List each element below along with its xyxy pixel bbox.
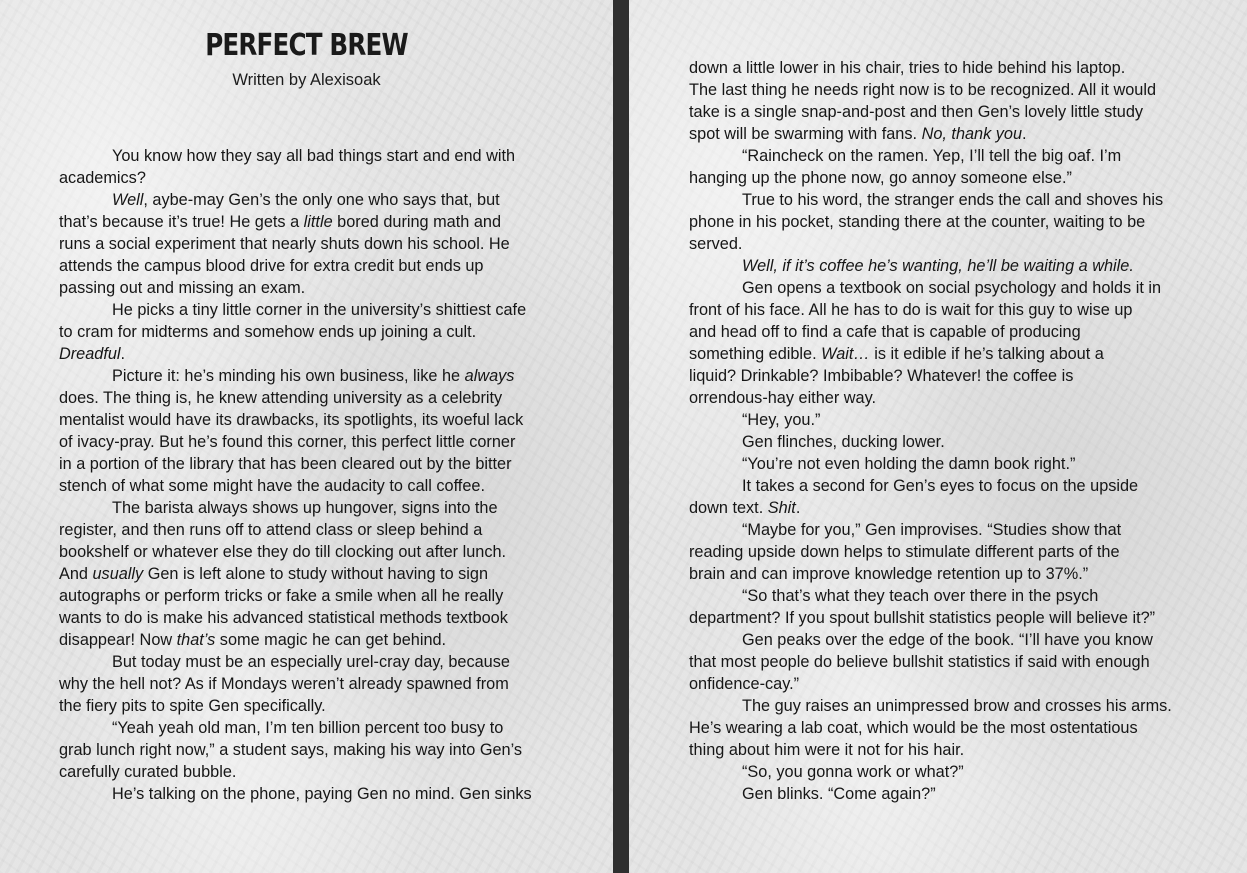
text-run: usually — [92, 565, 144, 583]
paragraph — [59, 783, 559, 805]
text-line — [689, 563, 1194, 585]
text-run: No, thank you — [921, 125, 1023, 143]
text-line — [689, 651, 1194, 673]
text-line — [689, 387, 1194, 409]
text-run: spot will be swarming with fans. — [689, 125, 922, 143]
text-run: front of his face. All he has to do is wait for this guy to wise up — [689, 301, 1133, 319]
text-run: Gen flinches, ducking lower. — [742, 433, 945, 451]
text-line — [689, 123, 1194, 145]
text-run: take is a single snap-and-post and then Gen’s lovely little study — [689, 103, 1144, 121]
text-run: . — [795, 499, 801, 517]
text-line — [59, 673, 559, 695]
text-line — [59, 585, 559, 607]
paragraph — [689, 145, 1194, 189]
text-line — [59, 299, 559, 321]
text-run: reading upside down helps to stimulate different parts of the — [689, 543, 1120, 561]
text-run: , aybe-may Gen’s the only one who says that, but — [143, 191, 500, 209]
text-line — [59, 277, 559, 299]
text-line — [689, 101, 1194, 123]
text-line — [689, 497, 1194, 519]
text-run: the fiery pits to spite Gen specifically. — [59, 697, 326, 715]
text-run: Well, if it’s coffee he’s wanting, he’ll be waiting a while. — [742, 257, 1134, 275]
text-run: department? If you spout bullshit statistics people will believe it?” — [689, 609, 1156, 627]
paragraph — [59, 717, 559, 783]
text-run: always — [464, 367, 515, 385]
text-line — [59, 541, 559, 563]
text-run: wants to do is make his advanced statistical methods textbook — [59, 609, 508, 627]
text-run: of ivacy-pray. But he’s found this corner, this perfect little corner — [59, 433, 516, 451]
text-run: liquid? Drinkable? Imbibable? Whatever! the coffee is — [689, 367, 1074, 385]
text-line — [689, 541, 1194, 563]
paragraph — [59, 189, 559, 299]
text-run: The barista always shows up hungover, signs into the — [112, 499, 498, 517]
text-run: and head off to find a cafe that is capable of producing — [689, 323, 1081, 341]
text-line — [59, 607, 559, 629]
text-run: And — [59, 565, 93, 583]
paragraph — [59, 145, 559, 189]
text-line — [689, 343, 1194, 365]
paragraph — [689, 189, 1194, 255]
text-line — [689, 585, 1194, 607]
text-run: does. The thing is, he knew attending university as a celebrity — [59, 389, 503, 407]
text-line — [689, 453, 1194, 475]
text-run: bookshelf or whatever else they do till clocking out after lunch. — [59, 543, 507, 561]
text-run: Shit — [767, 499, 796, 517]
text-run: grab lunch right now,” a student says, making his way into Gen’s — [59, 741, 523, 759]
text-run: stench of what some might have the audacity to call coffee. — [59, 477, 485, 495]
text-run: He’s wearing a lab coat, which would be the most ostentatious — [689, 719, 1138, 737]
paragraph — [689, 695, 1194, 761]
text-run: down text. — [689, 499, 768, 517]
text-line — [689, 321, 1194, 343]
text-line — [59, 365, 559, 387]
text-line — [689, 277, 1194, 299]
text-line — [59, 343, 559, 365]
text-line — [689, 629, 1194, 651]
text-run: why the hell not? As if Mondays weren’t already spawned from — [59, 675, 509, 693]
text-run: Gen opens a textbook on social psychology and holds it in — [742, 279, 1162, 297]
text-run: Dreadful — [59, 345, 121, 363]
paragraph — [689, 277, 1194, 409]
text-run: He’s talking on the phone, paying Gen no mind. Gen sinks — [112, 785, 532, 803]
text-line — [59, 629, 559, 651]
text-run: Gen blinks. “Come again?” — [742, 785, 936, 803]
text-run: register, and then runs off to attend class or sleep behind a — [59, 521, 483, 539]
text-run: . — [120, 345, 126, 363]
text-line — [59, 651, 559, 673]
text-line — [689, 145, 1194, 167]
paragraph — [689, 783, 1194, 805]
text-line — [689, 673, 1194, 695]
text-run: down a little lower in his chair, tries to hide behind his laptop. — [689, 59, 1126, 77]
text-run: carefully curated bubble. — [59, 763, 237, 781]
text-run: But today must be an especially urel-cray day, because — [112, 653, 510, 671]
text-run: “So, you gonna work or what?” — [742, 763, 964, 781]
text-run: hanging up the phone now, go annoy someone else.” — [689, 169, 1072, 187]
text-line — [59, 255, 559, 277]
text-run: passing out and missing an exam. — [59, 279, 306, 297]
text-run: served. — [689, 235, 743, 253]
paragraph — [59, 497, 559, 651]
text-line — [689, 607, 1194, 629]
text-line — [59, 695, 559, 717]
text-line — [59, 783, 559, 805]
text-line — [59, 431, 559, 453]
text-run: You know how they say all bad things start and end with — [112, 147, 516, 165]
text-run: academics? — [59, 169, 146, 187]
text-run: “Hey, you.” — [742, 411, 821, 429]
text-run: The last thing he needs right now is to be recognized. All it would — [689, 81, 1157, 99]
text-run: “Maybe for you,” Gen improvises. “Studies show that — [742, 521, 1122, 539]
paragraph — [689, 475, 1194, 519]
text-run: that’s because it’s true! He gets a — [59, 213, 304, 231]
left-page — [0, 0, 613, 873]
paragraph — [689, 519, 1194, 585]
text-run: little — [303, 213, 333, 231]
text-run: some magic he can get behind. — [215, 631, 447, 649]
text-line — [689, 739, 1194, 761]
text-run: attends the campus blood drive for extra credit but ends up — [59, 257, 484, 275]
text-run: that’s — [176, 631, 216, 649]
text-line — [689, 299, 1194, 321]
paragraph — [689, 585, 1194, 629]
paragraph — [59, 365, 559, 497]
text-line — [689, 189, 1194, 211]
text-run: Well — [112, 191, 144, 209]
text-run: thing about him were it not for his hair. — [689, 741, 965, 759]
byline: Written by Alexisoak — [232, 71, 381, 89]
text-line — [689, 761, 1194, 783]
text-line — [59, 189, 559, 211]
text-line — [689, 255, 1194, 277]
text-line — [689, 211, 1194, 233]
text-line — [59, 387, 559, 409]
text-line — [59, 211, 559, 233]
text-line — [689, 717, 1194, 739]
text-line — [689, 783, 1194, 805]
paragraph — [689, 57, 1194, 145]
text-run: “You’re not even holding the damn book right.” — [742, 455, 1076, 473]
text-run: “Yeah yeah old man, I’m ten billion percent too busy to — [112, 719, 504, 737]
text-run: in a portion of the library that has been cleared out by the bitter — [59, 455, 512, 473]
paragraph — [59, 651, 559, 717]
text-line — [59, 739, 559, 761]
text-run: Wait… — [821, 345, 870, 363]
book-spine — [613, 0, 629, 873]
text-run: phone in his pocket, standing there at the counter, waiting to be — [689, 213, 1146, 231]
text-line — [689, 79, 1194, 101]
paragraph — [689, 761, 1194, 783]
text-line — [689, 431, 1194, 453]
paragraph — [689, 409, 1194, 431]
text-run: Gen is left alone to study without having to sign — [143, 565, 489, 583]
text-run: It takes a second for Gen’s eyes to focus on the upside — [742, 477, 1139, 495]
text-run: is it edible if he’s talking about a — [869, 345, 1104, 363]
text-run: onfidence-cay.” — [689, 675, 800, 693]
text-line — [689, 365, 1194, 387]
text-line — [59, 321, 559, 343]
text-run: He picks a tiny little corner in the university’s shittiest cafe — [112, 301, 527, 319]
text-run: bored during math and — [332, 213, 501, 231]
text-line — [689, 409, 1194, 431]
text-run: brain and can improve knowledge retention up to 37%.” — [689, 565, 1089, 583]
paragraph — [689, 629, 1194, 695]
text-run: orrendous-hay either way. — [689, 389, 877, 407]
text-run: “Raincheck on the ramen. Yep, I’ll tell the big oaf. I’m — [742, 147, 1122, 165]
paragraph — [689, 453, 1194, 475]
text-line — [59, 145, 559, 167]
paragraph — [689, 255, 1194, 277]
text-line — [59, 167, 559, 189]
text-run: Picture it: he’s minding his own business, like he — [112, 367, 465, 385]
text-line — [59, 475, 559, 497]
text-line — [59, 717, 559, 739]
text-run: “So that’s what they teach over there in the psych — [742, 587, 1099, 605]
text-line — [59, 497, 559, 519]
text-run: mentalist would have its drawbacks, its spotlights, its woeful lack — [59, 411, 524, 429]
text-run: . — [1022, 125, 1027, 143]
text-run: autographs or perform tricks or fake a smile when all he really — [59, 587, 504, 605]
text-line — [689, 57, 1194, 79]
right-page — [629, 0, 1247, 873]
text-run: to cram for midterms and somehow ends up joining a cult. — [59, 323, 477, 341]
left-page-text — [59, 145, 559, 805]
text-run: Gen peaks over the edge of the book. “I’ll have you know — [742, 631, 1153, 649]
text-line — [59, 233, 559, 255]
text-line — [59, 519, 559, 541]
text-line — [59, 453, 559, 475]
text-line — [59, 409, 559, 431]
text-run: disappear! Now — [59, 631, 177, 649]
text-line — [689, 475, 1194, 497]
text-line — [59, 563, 559, 585]
paragraph — [689, 431, 1194, 453]
paragraph — [59, 299, 559, 365]
text-run: True to his word, the stranger ends the call and shoves his — [742, 191, 1164, 209]
text-line — [689, 695, 1194, 717]
text-run: something edible. — [689, 345, 822, 363]
text-run: runs a social experiment that nearly shuts down his school. He — [59, 235, 510, 253]
text-run: that most people do believe bullshit statistics if said with enough — [689, 653, 1150, 671]
text-line — [689, 519, 1194, 541]
text-line — [689, 233, 1194, 255]
right-page-text — [689, 57, 1194, 805]
story-title: PERFECT BREW — [205, 28, 408, 63]
text-run: The guy raises an unimpressed brow and crosses his arms. — [742, 697, 1172, 715]
text-line — [689, 167, 1194, 189]
text-line — [59, 761, 559, 783]
